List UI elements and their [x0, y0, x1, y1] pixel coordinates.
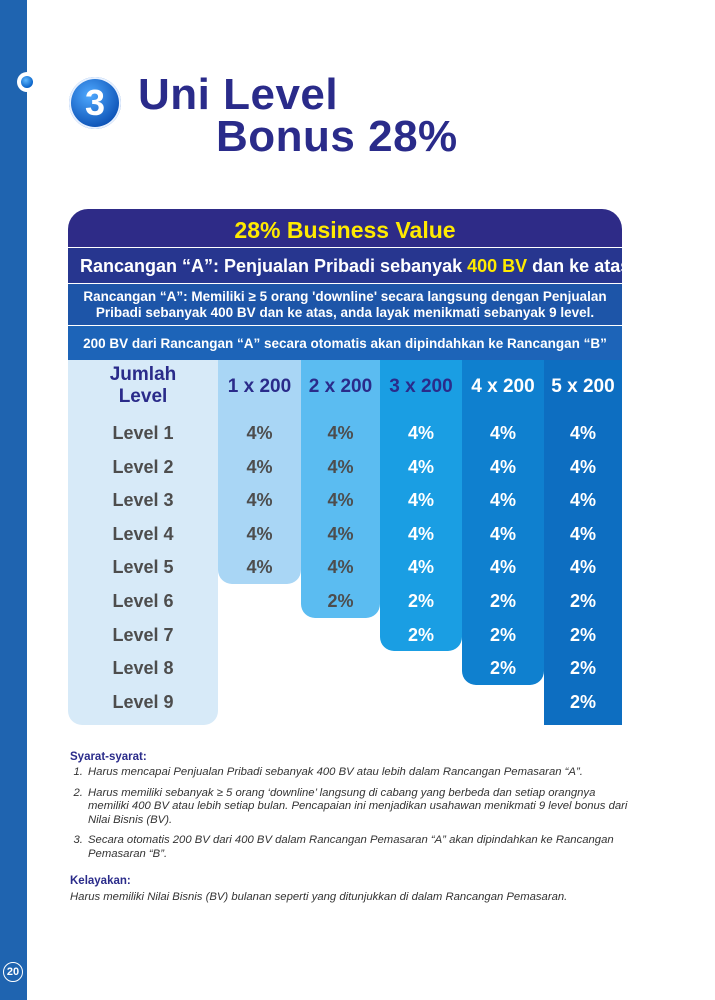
table-cell: 4%	[489, 423, 516, 443]
list-item: 1. Harus mencapai Penjualan Pribadi sebanyak 400 BV atau lebih dalam Rancangan Pemasaran “A”.	[86, 766, 630, 780]
table-cell: 2%	[489, 591, 516, 611]
table-cell: 4%	[246, 557, 273, 578]
level-label: Level 2	[112, 456, 174, 477]
level-label: Level 3	[112, 490, 174, 511]
eligibility-title: Kelayakan:	[70, 875, 131, 887]
level-label: Level 9	[112, 691, 174, 712]
table-cell: 4%	[327, 423, 354, 443]
column-header: 3 x 200	[389, 376, 453, 397]
bullet-dot-icon	[17, 72, 37, 92]
business-value-banner: 28% Business Value	[68, 209, 622, 247]
column-header: 4 x 200	[471, 376, 535, 397]
table-cell: 4%	[327, 523, 354, 544]
level-label: Level 6	[112, 591, 174, 611]
section-number-badge: 3	[69, 77, 121, 129]
table-cell: 2%	[569, 591, 596, 611]
left-stripe	[0, 0, 27, 1000]
table-cell: 4%	[246, 423, 273, 443]
plan-a-highlight: 400 BV	[467, 256, 528, 276]
table-cell: 4%	[407, 490, 434, 511]
level-label: Level 1	[112, 423, 174, 443]
level-label: Level 8	[112, 658, 174, 679]
table-cell: 4%	[407, 523, 434, 544]
table-cell: 4%	[489, 490, 516, 511]
table-cell: 4%	[569, 523, 596, 544]
plan-a-description: Rancangan “A”: Memiliki ≥ 5 orang 'downline' secara langsung dengan Penjualan Pribadi sebanyak 400 BV dan ke atas, anda layak menikmati sebanyak 9 level.	[68, 283, 622, 325]
table-cell: 4%	[489, 523, 516, 544]
table-cell: 4%	[407, 557, 434, 578]
table-cell: 2%	[407, 591, 434, 611]
plan-a-suffix: dan ke atas	[527, 256, 631, 276]
table-cell: 4%	[246, 456, 273, 477]
table-cell: 4%	[407, 456, 434, 477]
level-label: Level 7	[112, 624, 174, 645]
auto-transfer-banner: 200 BV dari Rancangan “A” secara otomatis akan dipindahkan ke Rancangan “B”	[68, 325, 622, 360]
list-item: 2. Harus memiliki sebanyak ≥ 5 orang ‘downline’ langsung di cabang yang berbeda dan setiap orangnya memiliki 400 BV atau lebih setiap bulan. Pencapaian ini menjadikan usahawan menikmati 9 level bonus dari Nilai Bisnis (BV).	[86, 787, 630, 828]
table-cell: 4%	[246, 490, 273, 511]
level-label: Level 5	[112, 557, 174, 578]
page-number: 20	[3, 962, 23, 982]
column-header: 5 x 200	[551, 376, 615, 397]
table-cell: 2%	[489, 658, 516, 679]
table-cell: 2%	[327, 591, 354, 611]
corner-line-2: Level	[118, 386, 168, 407]
table-cell: 4%	[569, 490, 596, 511]
level-label: Level 4	[112, 523, 174, 544]
table-cell: 4%	[407, 423, 434, 443]
table-corner-header	[68, 360, 218, 414]
notes-section	[70, 751, 630, 904]
bonus-table	[68, 360, 622, 725]
table-cell: 4%	[569, 557, 596, 578]
table-cell: 4%	[489, 456, 516, 477]
column-header: 1 x 200	[227, 376, 292, 397]
page-title-line2: Bonus 28%	[216, 112, 458, 161]
column-header: 2 x 200	[308, 376, 373, 397]
table-cell: 4%	[246, 523, 273, 544]
table-cell: 2%	[569, 658, 596, 679]
table-cell: 2%	[407, 624, 434, 645]
eligibility-text: Harus memiliki Nilai Bisnis (BV) bulanan seperti yang ditunjukkan di dalam Rancangan Pemasaran.	[70, 891, 568, 903]
page-title-line1: Uni Level	[138, 70, 339, 119]
table-cell: 4%	[327, 456, 354, 477]
table-cell: 2%	[569, 624, 596, 645]
table-cell: 4%	[489, 557, 516, 578]
plan-a-prefix: Rancangan “A”: Penjualan Pribadi sebanyak	[80, 256, 468, 276]
table-cell: 2%	[569, 691, 596, 712]
list-item: 3. Secara otomatis 200 BV dari 400 BV dalam Rancangan Pemasaran “A” akan dipindahkan ke Rancangan Pemasaran “B”.	[86, 834, 630, 861]
corner-line-1: Jumlah	[109, 364, 177, 385]
table-cell: 4%	[569, 423, 596, 443]
plan-a-banner	[68, 247, 631, 283]
table-cell: 4%	[327, 557, 354, 578]
table-cell: 2%	[489, 624, 516, 645]
requirements-title: Syarat-syarat:	[70, 751, 147, 763]
table-cell: 4%	[569, 456, 596, 477]
table-cell: 4%	[327, 490, 354, 511]
requirements-list	[70, 766, 630, 861]
